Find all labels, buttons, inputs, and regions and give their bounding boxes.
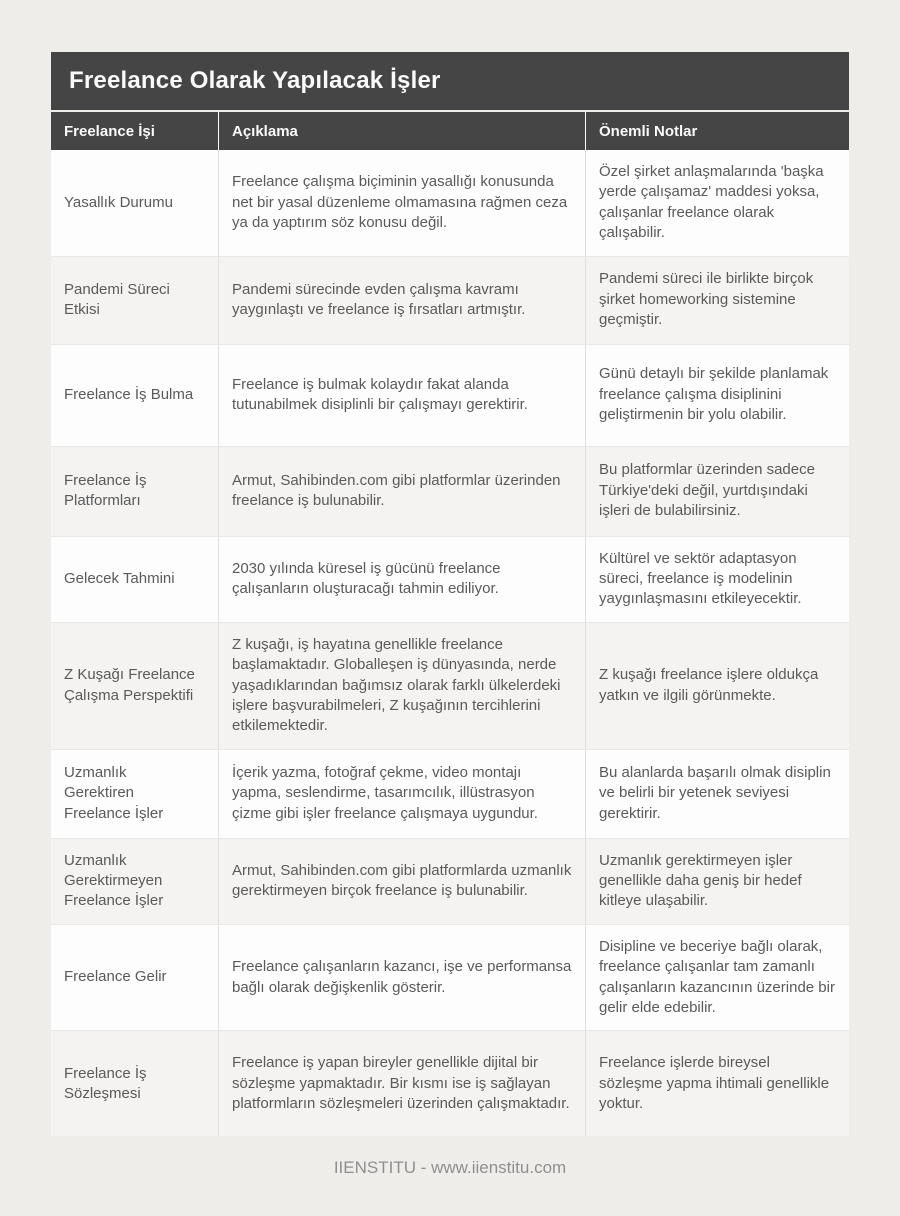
description-cell-text: 2030 yılında küresel iş gücünü freelance çalışanların oluşturacağı tahmin ediliyor. (232, 559, 501, 598)
notes-cell (585, 150, 849, 256)
job-cell (51, 623, 218, 749)
column-header-description-label: Açıklama (232, 122, 298, 140)
notes-cell (585, 537, 849, 622)
description-cell-text: Z kuşağı, iş hayatına genellikle freelance başlamaktadır. Globalleşen iş dünyasında, nerde yaşadıklarından bağımsız olarak farklı ülkelerdeki işlere başvurabilmeleri, Z kuşağının tercihlerini etkilemektedir. (232, 635, 561, 735)
notes-cell-text: Uzmanlık gerektirmeyen işler genellikle daha geniş bir hedef kitleye ulaşabilir. (599, 851, 802, 910)
column-header-description (218, 112, 585, 150)
job-cell-text: Freelance Gelir (64, 968, 167, 986)
job-cell (51, 257, 218, 344)
notes-cell-text: Pandemi süreci ile birlikte birçok şirket homeworking sistemine geçmiştir. (599, 270, 814, 329)
description-cell (218, 257, 585, 344)
table-row (51, 749, 849, 838)
description-cell (218, 623, 585, 749)
page-title: Freelance Olarak Yapılacak İşler (69, 67, 441, 94)
job-cell (51, 1031, 218, 1136)
column-header-notes-label: Önemli Notlar (599, 122, 698, 140)
table-row (51, 622, 849, 749)
job-cell (51, 447, 218, 536)
description-cell (218, 839, 585, 924)
table-header-row (51, 112, 849, 150)
job-cell (51, 537, 218, 622)
table-row (51, 344, 849, 446)
description-cell (218, 925, 585, 1031)
column-header-job (51, 112, 218, 150)
notes-cell-text: Disipline ve beceriye bağlı olarak, freelance çalışanlar tam zamanlı çalışanların kazancının üzerinde bir gelir elde edebilir. (599, 937, 835, 1017)
title-bar (51, 52, 849, 110)
description-cell-text: İçerik yazma, fotoğraf çekme, video montajı yapma, seslendirme, tasarımcılık, illüstrasyon çizme gibi işler freelance çalışmaya uygundur. (232, 764, 538, 822)
notes-cell-text: Z kuşağı freelance işlere oldukça yatkın ve ilgili görünmekte. (599, 666, 819, 704)
notes-cell (585, 1031, 849, 1136)
description-cell-text: Freelance iş yapan bireyler genellikle dijital bir sözleşme yapmaktadır. Bir kısmı ise iş sağlayan platformların sözleşmeleri üzerinden çalışmaktadır. (232, 1054, 570, 1113)
table-row (51, 446, 849, 536)
notes-cell (585, 623, 849, 749)
job-cell-text: Pandemi Süreci Etkisi (64, 280, 170, 319)
footer-credit-text: IIENSTITU - www.iienstitu.com (333, 1158, 567, 1178)
description-cell-text: Freelance çalışma biçiminin yasallığı konusunda net bir yasal düzenleme olmamasına rağmen ceza ya da yaptırım söz konusu değil. (232, 173, 568, 231)
column-header-notes (585, 112, 849, 150)
description-cell-text: Armut, Sahibinden.com gibi platformlarda uzmanlık gerektirmeyen birçok freelance iş bulunabilir. (232, 861, 572, 900)
notes-cell-text: Özel şirket anlaşmalarında 'başka yerde çalışamaz' maddesi yoksa, çalışanlar freelance olarak çalışabilir. (599, 163, 824, 242)
notes-cell (585, 345, 849, 446)
job-cell-text: Uzmanlık Gerektirmeyen Freelance İşler (64, 851, 164, 910)
job-cell-text: Z Kuşağı Freelance Çalışma Perspektifi (64, 666, 195, 704)
footer-credit (0, 1158, 900, 1178)
notes-cell-text: Freelance işlerde bireysel sözleşme yapma ihtimali genellikle yoktur. (599, 1054, 830, 1113)
job-cell (51, 345, 218, 446)
description-cell (218, 1031, 585, 1136)
job-cell-text: Freelance İş Bulma (64, 385, 194, 403)
notes-cell-text: Kültürel ve sektör adaptasyon süreci, freelance iş modelinin yaygınlaşmasını etkileyecektir. (599, 549, 802, 608)
description-cell (218, 345, 585, 446)
column-header-job-label: Freelance İşi (64, 122, 155, 140)
notes-cell (585, 839, 849, 924)
job-cell-text: Gelecek Tahmini (64, 569, 175, 587)
description-cell (218, 447, 585, 536)
job-cell-text: Yasallık Durumu (64, 193, 173, 211)
notes-cell-text: Bu alanlarda başarılı olmak disiplin ve belirli bir yetenek seviyesi gerektirir. (599, 764, 831, 822)
notes-cell (585, 257, 849, 344)
description-cell-text: Pandemi sürecinde evden çalışma kavramı yaygınlaştı ve freelance iş fırsatları artmıştır. (232, 280, 526, 319)
description-cell (218, 750, 585, 838)
notes-cell-text: Bu platformlar üzerinden sadece Türkiye'deki değil, yurtdışındaki işleri de bulabilirsiniz. (599, 461, 815, 520)
table-body (51, 150, 849, 1136)
job-cell (51, 839, 218, 924)
job-cell (51, 925, 218, 1031)
description-cell (218, 150, 585, 256)
notes-cell (585, 925, 849, 1031)
job-cell-text: Uzmanlık Gerektiren Freelance İşler (64, 764, 164, 822)
table-row (51, 838, 849, 924)
notes-cell-text: Günü detaylı bir şekilde planlamak freelance çalışma disiplinini geliştirmenin bir yolu olabilir. (599, 365, 829, 424)
table-row (51, 256, 849, 344)
description-cell (218, 537, 585, 622)
description-cell-text: Armut, Sahibinden.com gibi platformlar üzerinden freelance iş bulunabilir. (232, 471, 561, 510)
table-row (51, 150, 849, 256)
job-cell (51, 150, 218, 256)
job-cell-text: Freelance İş Sözleşmesi (64, 1064, 147, 1102)
description-cell-text: Freelance iş bulmak kolaydır fakat alanda tutunabilmek disiplinli bir çalışmayı gerektirir. (232, 375, 528, 414)
table-row (51, 1030, 849, 1136)
job-cell (51, 750, 218, 838)
freelance-table (51, 52, 849, 1136)
notes-cell (585, 750, 849, 838)
table-row (51, 536, 849, 622)
table-row (51, 924, 849, 1031)
notes-cell (585, 447, 849, 536)
description-cell-text: Freelance çalışanların kazancı, işe ve performansa bağlı olarak değişkenlik gösterir. (232, 958, 572, 996)
job-cell-text: Freelance İş Platformları (64, 471, 147, 510)
